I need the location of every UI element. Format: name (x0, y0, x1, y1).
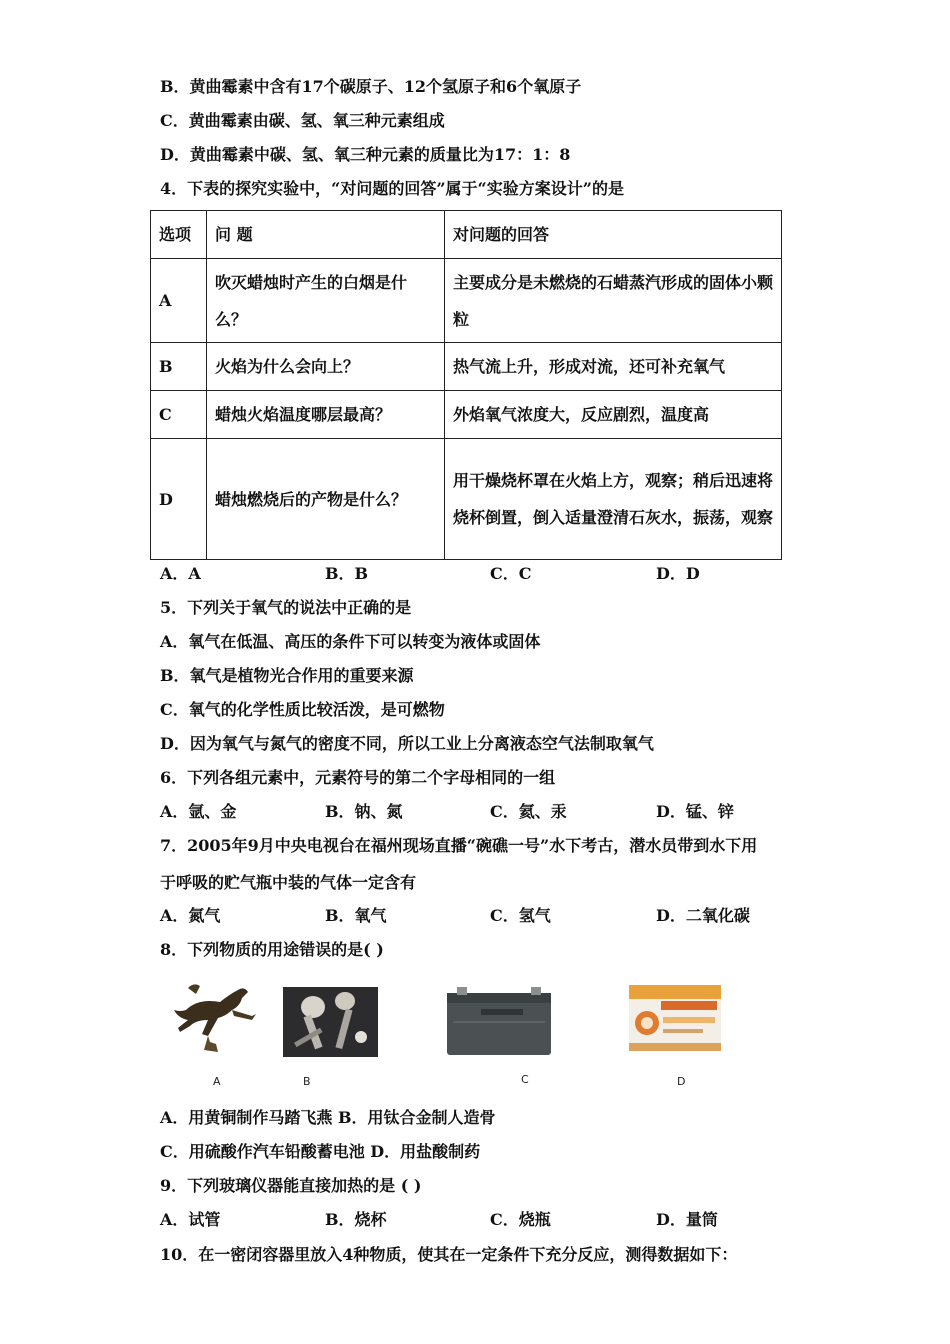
q4-choice-d: D．D (656, 564, 700, 583)
q4-row-a-option: A (151, 259, 207, 343)
table-row (151, 439, 782, 560)
titanium-implant-image (283, 987, 378, 1057)
q4-row-d-option: D (151, 439, 207, 560)
q8-image-label-d: D (677, 1075, 686, 1088)
q5-stem: 5．下列关于氧气的说法中正确的是 (160, 598, 412, 617)
q9-choice-b: B．烧杯 (325, 1210, 387, 1229)
q4-row-c-answer: 外焰氧气浓度大，反应剧烈，温度高 (445, 391, 782, 439)
q4-row-d-answer: 用干燥烧杯罩在火焰上方，观察；稍后迅速将烧杯倒置，倒入适量澄清石灰水，振荡，观察 (445, 439, 782, 560)
car-battery-image (443, 987, 555, 1057)
q7-choice-b: B．氧气 (325, 906, 387, 925)
q6-choice-d: D．锰、锌 (656, 802, 734, 821)
q5-option-d: D．因为氧气与氮气的密度不同，所以工业上分离液态空气法制取氧气 (160, 734, 654, 753)
q4-row-c-question: 蜡烛火焰温度哪层最高？ (207, 391, 445, 439)
q5-option-a: A．氧气在低温、高压的条件下可以转变为液体或固体 (160, 632, 541, 651)
q4-table (150, 210, 782, 560)
table-row (151, 259, 782, 343)
q8-options-line1: A．用黄铜制作马踏飞燕 B．用钛合金制人造骨 (160, 1108, 496, 1127)
q7-choice-d: D．二氧化碳 (656, 906, 750, 925)
q4-row-a-question: 吹灭蜡烛时产生的白烟是什么？ (207, 259, 445, 343)
q9-stem: 9．下列玻璃仪器能直接加热的是 ( ) (160, 1176, 422, 1195)
q4-row-a-answer: 主要成分是未燃烧的石蜡蒸汽形成的固体小颗粒 (445, 259, 782, 343)
q4-row-b-question: 火焰为什么会向上？ (207, 343, 445, 391)
q6-stem: 6．下列各组元素中，元素符号的第二个字母相同的一组 (160, 768, 556, 787)
q6-choice-b: B．钠、氮 (325, 802, 403, 821)
q4-choice-a: A．A (160, 564, 201, 583)
q7-choice-a: A．氮气 (160, 906, 221, 925)
q6-choice-c: C．氦、汞 (490, 802, 567, 821)
q7-stem-line2: 于呼吸的贮气瓶中装的气体一定含有 (160, 873, 417, 892)
q4-row-d-question: 蜡烛燃烧后的产物是什么？ (207, 439, 445, 560)
q4-choice-c: C．C (490, 564, 532, 583)
q3-option-d: D．黄曲霉素中碳、氢、氧三种元素的质量比为17：1：8 (160, 145, 571, 164)
q8-image-label-c: C (521, 1073, 529, 1086)
q4-choice-b: B．B (325, 564, 369, 583)
q10-stem: 10．在一密闭容器里放入4种物质，使其在一定条件下充分反应，测得数据如下： (160, 1245, 738, 1264)
q3-option-c: C．黄曲霉素由碳、氢、氧三种元素组成 (160, 111, 445, 130)
q4-header-question: 问 题 (207, 211, 445, 259)
horse-statue-image (168, 980, 263, 1055)
q7-stem-line1: 7．2005年9月中央电视台在福州现场直播“碗礁一号”水下考古，潜水员带到水下用 (160, 836, 758, 855)
q9-choice-c: C．烧瓶 (490, 1210, 551, 1229)
medicine-box-image (629, 985, 721, 1051)
q7-choice-c: C．氢气 (490, 906, 551, 925)
q8-image-label-b: B (303, 1075, 311, 1088)
q6-choice-a: A．氩、金 (160, 802, 237, 821)
q5-option-b: B．氧气是植物光合作用的重要来源 (160, 666, 414, 685)
q8-options-line2: C．用硫酸作汽车铅酸蓄电池 D．用盐酸制药 (160, 1142, 481, 1161)
table-row (151, 391, 782, 439)
q3-option-b: B．黄曲霉素中含有17个碳原子、12个氢原子和6个氧原子 (160, 77, 582, 96)
q5-option-c: C．氧气的化学性质比较活泼，是可燃物 (160, 700, 445, 719)
q8-stem: 8．下列物质的用途错误的是( ) (160, 940, 384, 959)
q4-header-option: 选项 (151, 211, 207, 259)
q9-choice-d: D．量筒 (656, 1210, 718, 1229)
q4-row-c-option: C (151, 391, 207, 439)
q4-header-answer: 对问题的回答 (445, 211, 782, 259)
q4-row-b-option: B (151, 343, 207, 391)
q9-choice-a: A．试管 (160, 1210, 221, 1229)
q8-image-label-a: A (213, 1075, 221, 1088)
q4-row-b-answer: 热气流上升，形成对流，还可补充氧气 (445, 343, 782, 391)
table-row (151, 343, 782, 391)
q4-stem: 4．下表的探究实验中，“对问题的回答”属于“实验方案设计”的是 (160, 179, 624, 198)
